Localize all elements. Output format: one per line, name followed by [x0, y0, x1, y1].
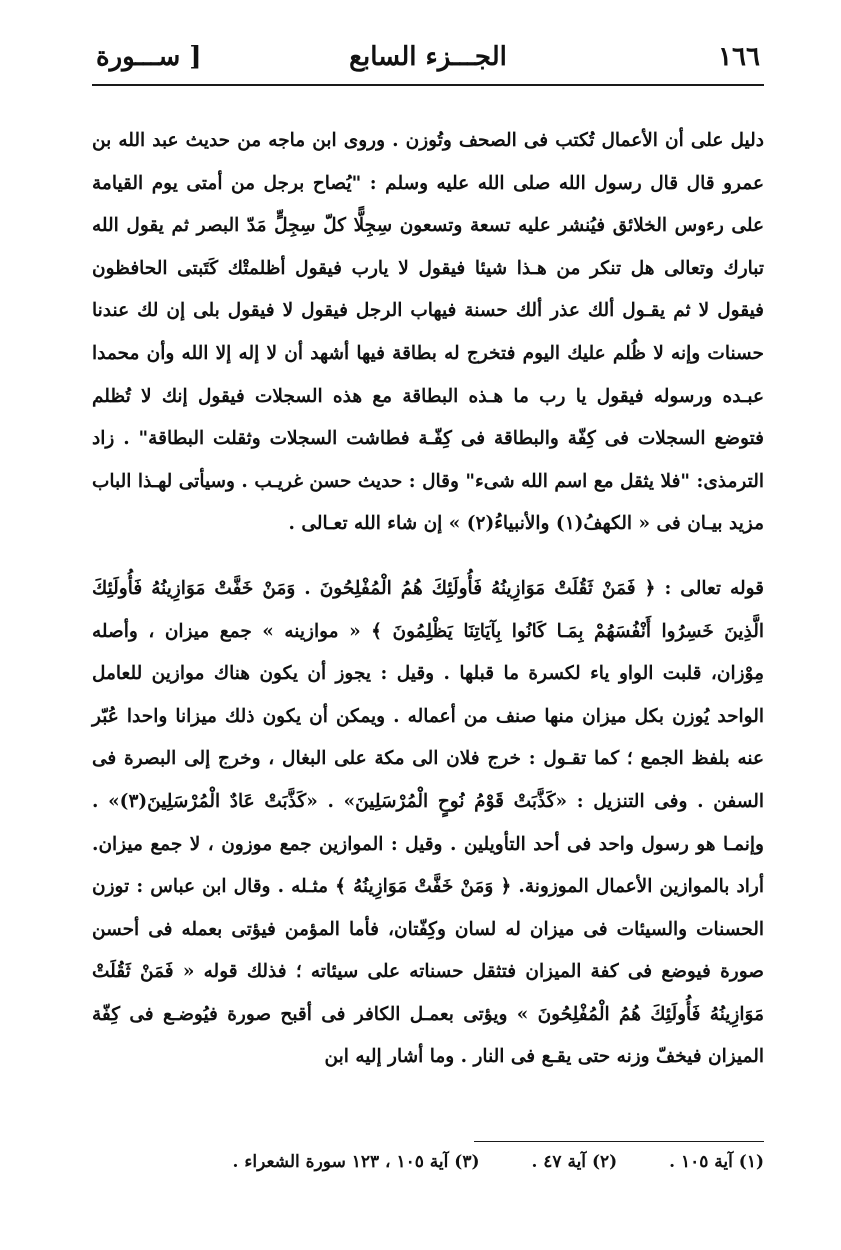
- page-header: [92, 36, 764, 86]
- footnotes: [92, 1152, 764, 1172]
- footnote-2: (٢) آية ٤٧ .: [531, 1152, 618, 1172]
- footnote-1: (١) آية ١٠٥ .: [669, 1152, 764, 1172]
- paragraph-hadith: دليل على أن الأعمال تُكتب فى الصحف وتُوزن . وروى ابن ماجه من حديث عبد الله بن عمرو قال قال رسول الله صلى الله عليه وسلم : "يُصاح برجل من أمتى يوم القيامة على رءوس الخلائق فيُنشر عليه تسعة وتسعون سِجِلًّا كلّ سِجِلٍّ مَدّ البصر ثم يقول الله تبارك وتعالى هل تنكر من هـذا شيئا فيقول لا يارب فيقول أظلمتْك كَتَبتى الحافظون فيقول لا ثم يقـول ألك عذر ألك حسنة فيهاب الرجل فيقول لا فيقول بلى إن لك عندنا حسنات وإنه لا ظُلم عليك اليوم فتخرج له بطاقة فيها أشهد أن لا إله إلا الله وأن محمدا عبـده ورسوله فيقول يا رب ما هـذه البطاقة مع هذه السجلات فيقول إنك لا تُظلم فتوضع السجلات فى كِفّة والبطاقة فى كِفّـة فطاشت السجلات وثقلت البطاقة" . زاد الترمذى: "فلا يثقل مع اسم الله شىء" وقال : حديث حسن غريـب . وسيأتى لهـذا الباب مزيد بيـان فى « الكهفُ(١) والأنبياءُ(٢) » إن شاء الله تعـالى .: [92, 130, 764, 535]
- book-page: [92, 36, 764, 1216]
- surah-label: [ ســـورة: [96, 42, 202, 72]
- main-text: [92, 120, 764, 1079]
- page-number: ١٦٦: [718, 42, 760, 72]
- running-title: الجـــزء السابع: [349, 42, 507, 72]
- footnote-divider: [474, 1141, 764, 1142]
- paragraph-tafsir: قوله تعالى : ﴿ فَمَنْ ثَقُلَتْ مَوَازِينُهُ فَأُولَئِكَ هُمُ الْمُفْلِحُونَ . وَمَنْ خَفَّتْ مَوَازِينُهُ فَأُولَئِكَ الَّذِينَ خَسِرُوا أَنْفُسَهُمْ بِمَـا كَانُوا بِآيَاتِنَا يَظْلِمُونَ ﴾ « موازينه » جمع ميزان ، وأصله مِوْزان، قلبت الواو ياء لكسرة ما قبلها . وقيل : يجوز أن يكون هناك موازين للعامل الواحد يُوزن بكل ميزان منها صنف من أعماله . ويمكن أن يكون ذلك ميزانا واحدا عُبّر عنه بلفظ الجمع ؛ كما تقـول : خرج فلان الى مكة على البغال ، وخرج إلى البصرة فى السفن . وفى التنزيل : «كَذَّبَتْ قَوْمُ نُوحٍ الْمُرْسَلِينَ» . «كَذَّبَتْ عَادٌ الْمُرْسَلِينَ(٣)» . وإنمـا هو رسول واحد فى أحد التأويلين . وقيل : الموازين جمع موزون ، لا جمع ميزان. أراد بالموازين الأعمال الموزونة. ﴿ وَمَنْ خَفَّتْ مَوَازِينُهُ ﴾ مثـله . وقال ابن عباس : توزن الحسنات والسيئات فى ميزان له لسان وكِفّتان، فأما المؤمن فيؤتى بعمله فى أحسن صورة فيوضع فى كفة الميزان فتثقل حسناته على سيئاته ؛ فذلك قوله « فَمَنْ ثَقُلَتْ مَوَازِينُهُ فَأُولَئِكَ هُمُ الْمُفْلِحُونَ » ويؤتى بعمـل الكافر فى أقبح صورة فيُوضـع فى كِفّة الميزان فيخفّ وزنه حتى يقـع فى النار . وما أشار إليه ابن: [92, 577, 764, 1068]
- footnote-3: (٣) آية ١٠٥ ، ١٢٣ سورة الشعراء .: [232, 1152, 480, 1172]
